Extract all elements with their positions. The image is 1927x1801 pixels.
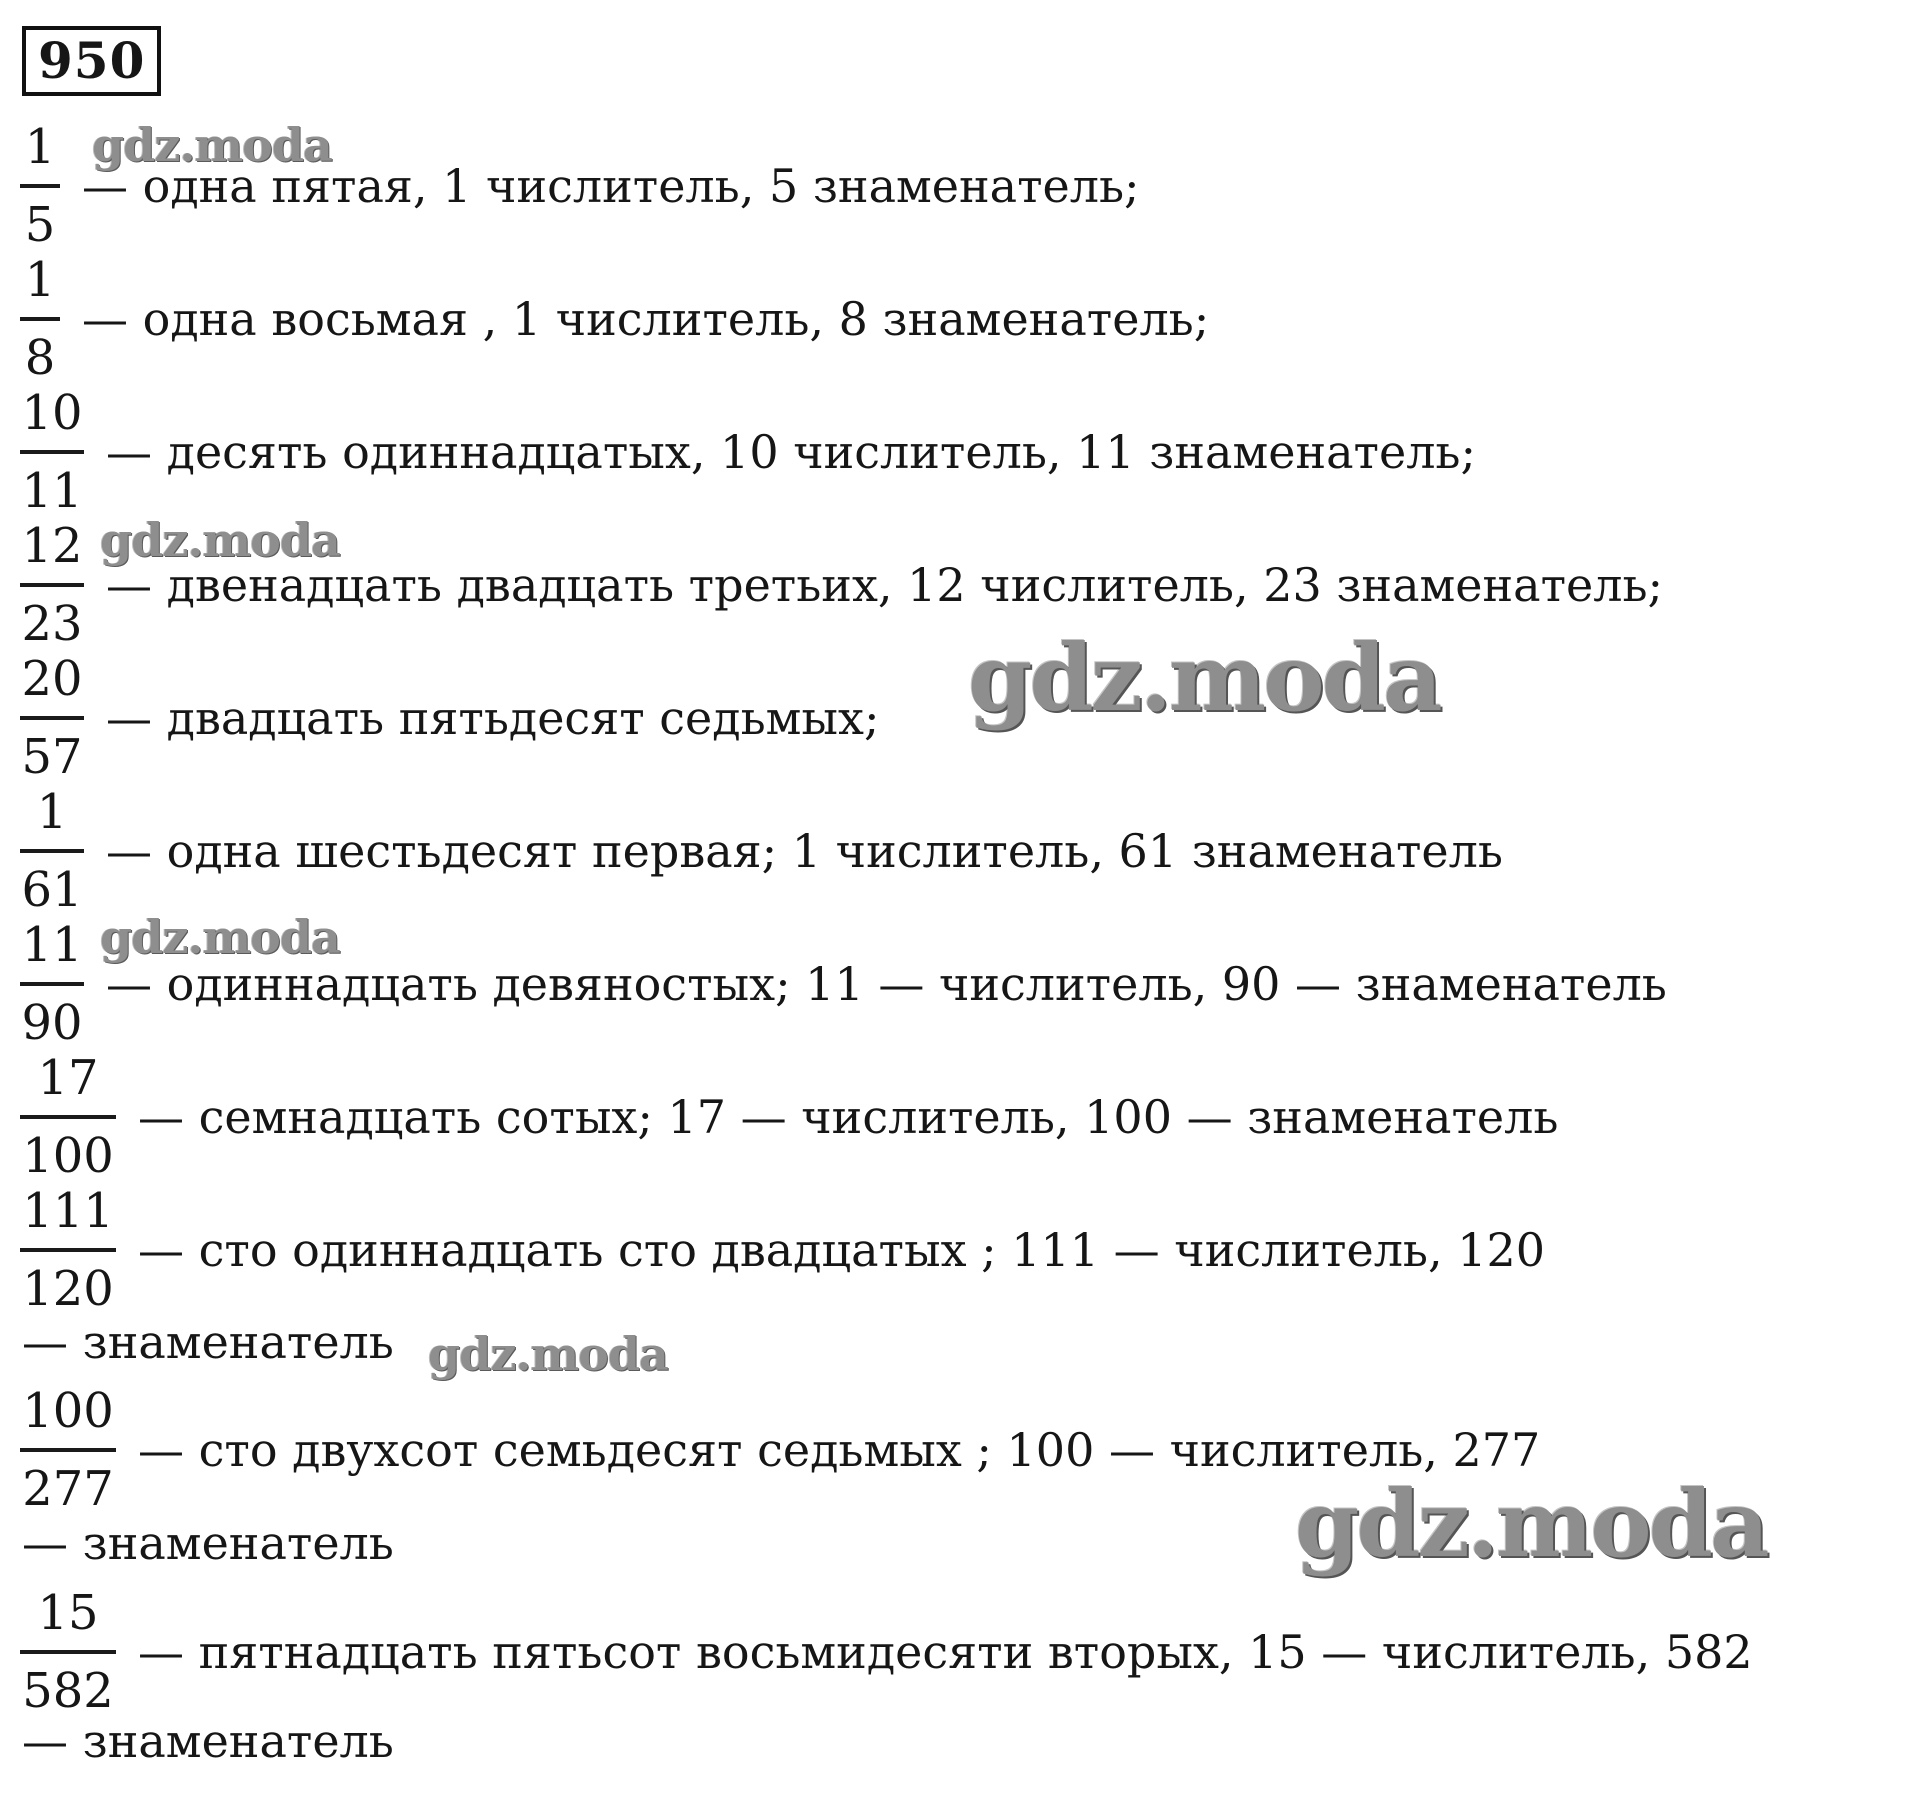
fraction-description-continuation: — знаменатель: [22, 1516, 394, 1570]
fraction: [20, 1049, 116, 1185]
numerator: 12: [21, 518, 83, 574]
fraction-description: — одна шестьдесят первая; 1 числитель, 61 знаменатель: [106, 824, 1503, 878]
fraction: [20, 650, 84, 786]
numerator: 1: [24, 119, 56, 175]
fraction: [20, 118, 60, 254]
problem-number: 950: [22, 26, 161, 96]
fraction-bar: [20, 982, 84, 986]
fraction-description-continuation: — знаменатель: [22, 1714, 394, 1768]
fraction-entry: [20, 251, 1209, 387]
watermark: gdz.moda: [968, 624, 1440, 732]
fraction: [20, 1382, 116, 1518]
fraction-bar: [20, 450, 84, 454]
fraction-description: — пятнадцать пятьсот восьмидесяти вторых, 15 — числитель, 582: [138, 1625, 1753, 1679]
fraction-bar: [20, 184, 60, 188]
numerator: 11: [21, 917, 83, 973]
fraction: [20, 1584, 116, 1720]
watermark: gdz.moda: [92, 118, 332, 172]
fraction-description: — одна пятая, 1 числитель, 5 знаменатель;: [82, 159, 1140, 213]
watermark: gdz.moda: [428, 1327, 668, 1381]
denominator: 23: [21, 596, 83, 652]
fraction-bar: [20, 1248, 116, 1252]
fraction: [20, 916, 84, 1052]
fraction-entry: [20, 384, 1476, 520]
fraction-entry: [20, 783, 1503, 919]
fraction-description: — одиннадцать девяностых; 11 — числитель, 90 — знаменатель: [106, 957, 1667, 1011]
denominator: 11: [21, 463, 83, 519]
fraction-bar: [20, 317, 60, 321]
fraction: [20, 783, 84, 919]
fraction: [20, 251, 60, 387]
fraction-description: — сто одиннадцать сто двадцатых ; 111 — числитель, 120: [138, 1223, 1545, 1277]
denominator: 57: [21, 729, 83, 785]
denominator: 120: [22, 1261, 114, 1317]
fraction-bar: [20, 1115, 116, 1119]
numerator: 1: [36, 784, 68, 840]
fraction-description: — десять одиннадцатых, 10 числитель, 11 знаменатель;: [106, 425, 1476, 479]
denominator: 90: [21, 995, 83, 1051]
fraction: [20, 517, 84, 653]
fraction-bar: [20, 583, 84, 587]
fraction-bar: [20, 849, 84, 853]
fraction: [20, 1182, 116, 1318]
fraction-bar: [20, 716, 84, 720]
fraction-entry: [20, 650, 879, 786]
watermark: gdz.moda: [100, 910, 340, 964]
fraction-bar: [20, 1448, 116, 1452]
denominator: 277: [22, 1461, 114, 1517]
denominator: 5: [24, 197, 56, 253]
fraction-description: — двенадцать двадцать третьих, 12 числитель, 23 знаменатель;: [106, 558, 1664, 612]
numerator: 111: [22, 1183, 114, 1239]
denominator: 61: [21, 862, 83, 918]
watermark: gdz.moda: [1295, 1470, 1767, 1578]
numerator: 20: [21, 651, 83, 707]
fraction-description: — двадцать пятьдесят седьмых;: [106, 691, 880, 745]
numerator: 17: [37, 1050, 99, 1106]
fraction-bar: [20, 1650, 116, 1654]
fraction-description: — одна восьмая , 1 числитель, 8 знаменатель;: [82, 292, 1210, 346]
denominator: 8: [24, 330, 56, 386]
fraction-description: — семнадцать сотых; 17 — числитель, 100 — знаменатель: [138, 1090, 1559, 1144]
fraction: [20, 384, 84, 520]
numerator: 10: [21, 385, 83, 441]
numerator: 1: [24, 252, 56, 308]
fraction-description: — сто двухсот семьдесят седьмых ; 100 — числитель, 277: [138, 1423, 1541, 1477]
fraction-entry: [20, 1584, 1753, 1720]
denominator: 100: [22, 1128, 114, 1184]
fraction-description-continuation: — знаменатель: [22, 1315, 394, 1369]
fraction-entry: [20, 1182, 1545, 1318]
watermark: gdz.moda: [100, 513, 340, 567]
denominator: 582: [22, 1663, 114, 1719]
numerator: 100: [22, 1383, 114, 1439]
numerator: 15: [37, 1585, 99, 1641]
fraction-entry: [20, 1049, 1558, 1185]
